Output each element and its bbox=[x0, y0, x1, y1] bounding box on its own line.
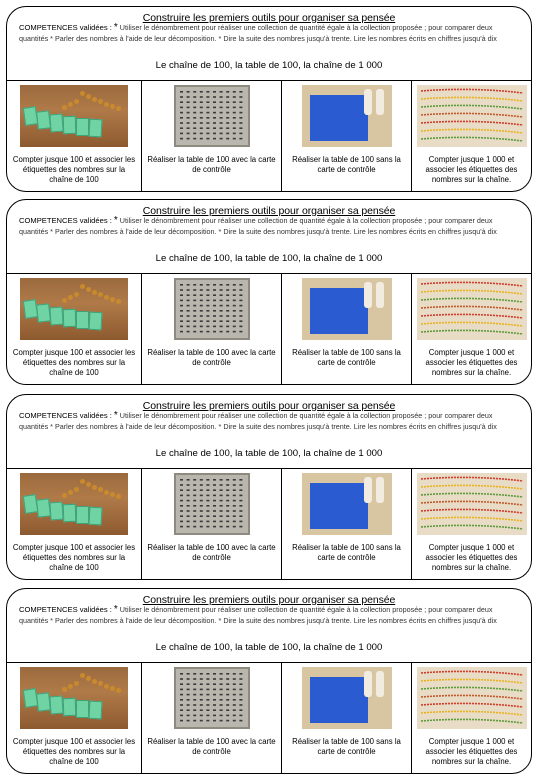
competences-text: Utiliser le dénombrement pour réaliser une collection de quantité égale à la collection proposée ; pour comparer deux quantités * Parler des nombres à l'aide de leur décomposition. * Dire la suite des nombres jusqu'à trente. Lire les nombres écrits en chiffres jusqu'à dix bbox=[19, 605, 497, 625]
chain-of-1000-photo bbox=[417, 667, 527, 729]
chain-of-1000-photo bbox=[417, 473, 527, 535]
competences-label: COMPETENCES validées : bbox=[19, 23, 112, 32]
activity-card bbox=[6, 394, 532, 580]
chain-of-100-photo bbox=[20, 667, 128, 729]
asterisk-icon: * bbox=[113, 22, 118, 33]
activity-caption: Compter jusque 100 et associer les étiquettes des nombres sur la chaîne de 100 bbox=[12, 348, 136, 377]
activity-cell bbox=[141, 80, 281, 192]
card-subtitle: Le chaîne de 100, la table de 100, la chaîne de 1 000 bbox=[155, 642, 383, 653]
activity-cell bbox=[141, 468, 281, 580]
activities-grid bbox=[7, 273, 531, 385]
activity-caption: Compter jusque 1 000 et associer les étiquettes des nombres sur la chaîne. bbox=[425, 155, 518, 184]
competences-label: COMPETENCES validées : bbox=[19, 605, 112, 614]
activities-grid bbox=[7, 80, 531, 192]
table-of-100-photo bbox=[174, 473, 250, 535]
activity-caption: Réaliser la table de 100 sans la carte de contrôle bbox=[292, 543, 401, 562]
activity-card bbox=[6, 6, 532, 192]
asterisk-icon: * bbox=[113, 410, 118, 421]
chain-of-100-photo bbox=[20, 473, 128, 535]
card-title: Construire les premiers outils pour organiser sa pensée bbox=[142, 400, 396, 412]
card-subtitle: Le chaîne de 100, la table de 100, la chaîne de 1 000 bbox=[155, 253, 383, 264]
competences-label: COMPETENCES validées : bbox=[19, 411, 112, 420]
activity-caption: Réaliser la table de 100 sans la carte de contrôle bbox=[292, 737, 401, 756]
activity-caption: Réaliser la table de 100 avec la carte de contrôle bbox=[147, 348, 276, 367]
activity-cell bbox=[7, 468, 141, 580]
competences-text: Utiliser le dénombrement pour réaliser une collection de quantité égale à la collection proposée ; pour comparer deux quantités * Parler des nombres à l'aide de leur décomposition. * Dire la suite des nombres jusqu'à trente. Lire les nombres écrits en chiffres jusqu'à dix bbox=[19, 216, 497, 236]
competences-paragraph bbox=[19, 23, 521, 44]
card-subtitle: Le chaîne de 100, la table de 100, la chaîne de 1 000 bbox=[155, 60, 383, 71]
activity-cell bbox=[141, 662, 281, 774]
activity-cell bbox=[281, 662, 411, 774]
activities-grid bbox=[7, 662, 531, 774]
table-of-100-photo bbox=[174, 85, 250, 147]
activity-caption: Compter jusque 1 000 et associer les étiquettes des nombres sur la chaîne. bbox=[425, 348, 518, 377]
activity-cell bbox=[281, 273, 411, 385]
activity-cell bbox=[7, 662, 141, 774]
activity-caption: Compter jusque 100 et associer les étiquettes des nombres sur la chaîne de 100 bbox=[12, 543, 136, 572]
competences-text: Utiliser le dénombrement pour réaliser une collection de quantité égale à la collection proposée ; pour comparer deux quantités * Parler des nombres à l'aide de leur décomposition. * Dire la suite des nombres jusqu'à trente. Lire les nombres écrits en chiffres jusqu'à dix bbox=[19, 23, 497, 43]
card-subtitle: Le chaîne de 100, la table de 100, la chaîne de 1 000 bbox=[155, 448, 383, 459]
activity-caption: Réaliser la table de 100 sans la carte de contrôle bbox=[292, 155, 401, 174]
blue-board-photo bbox=[302, 473, 392, 535]
competences-paragraph bbox=[19, 411, 521, 432]
card-title: Construire les premiers outils pour organiser sa pensée bbox=[142, 594, 396, 606]
competences-paragraph bbox=[19, 216, 521, 237]
activity-cell bbox=[411, 80, 531, 192]
blue-board-photo bbox=[302, 278, 392, 340]
blue-board-photo bbox=[302, 85, 392, 147]
activities-grid bbox=[7, 468, 531, 580]
activity-caption: Compter jusque 1 000 et associer les étiquettes des nombres sur la chaîne. bbox=[425, 737, 518, 766]
activity-cell bbox=[281, 468, 411, 580]
activity-cell bbox=[411, 662, 531, 774]
chain-of-100-photo bbox=[20, 85, 128, 147]
activity-cell bbox=[7, 273, 141, 385]
blue-board-photo bbox=[302, 667, 392, 729]
activity-caption: Compter jusque 100 et associer les étiquettes des nombres sur la chaîne de 100 bbox=[12, 155, 136, 184]
activity-caption: Compter jusque 1 000 et associer les étiquettes des nombres sur la chaîne. bbox=[425, 543, 518, 572]
chain-of-100-photo bbox=[20, 278, 128, 340]
card-title: Construire les premiers outils pour organiser sa pensée bbox=[142, 12, 396, 24]
activity-card bbox=[6, 199, 532, 385]
activity-caption: Réaliser la table de 100 sans la carte de contrôle bbox=[292, 348, 401, 367]
activity-caption: Réaliser la table de 100 avec la carte de contrôle bbox=[147, 737, 276, 756]
activity-card bbox=[6, 588, 532, 774]
activity-caption: Réaliser la table de 100 avec la carte de contrôle bbox=[147, 155, 276, 174]
activity-cell bbox=[411, 273, 531, 385]
competences-text: Utiliser le dénombrement pour réaliser une collection de quantité égale à la collection proposée ; pour comparer deux quantités * Parler des nombres à l'aide de leur décomposition. * Dire la suite des nombres jusqu'à trente. Lire les nombres écrits en chiffres jusqu'à dix bbox=[19, 411, 497, 431]
chain-of-1000-photo bbox=[417, 85, 527, 147]
activity-cell bbox=[411, 468, 531, 580]
competences-label: COMPETENCES validées : bbox=[19, 216, 112, 225]
activity-caption: Compter jusque 100 et associer les étiquettes des nombres sur la chaîne de 100 bbox=[12, 737, 136, 766]
chain-of-1000-photo bbox=[417, 278, 527, 340]
activity-caption: Réaliser la table de 100 avec la carte de contrôle bbox=[147, 543, 276, 562]
asterisk-icon: * bbox=[113, 604, 118, 615]
table-of-100-photo bbox=[174, 667, 250, 729]
activity-cell bbox=[281, 80, 411, 192]
card-title: Construire les premiers outils pour organiser sa pensée bbox=[142, 205, 396, 217]
competences-paragraph bbox=[19, 605, 521, 626]
activity-cell bbox=[141, 273, 281, 385]
activity-cell bbox=[7, 80, 141, 192]
asterisk-icon: * bbox=[113, 215, 118, 226]
table-of-100-photo bbox=[174, 278, 250, 340]
